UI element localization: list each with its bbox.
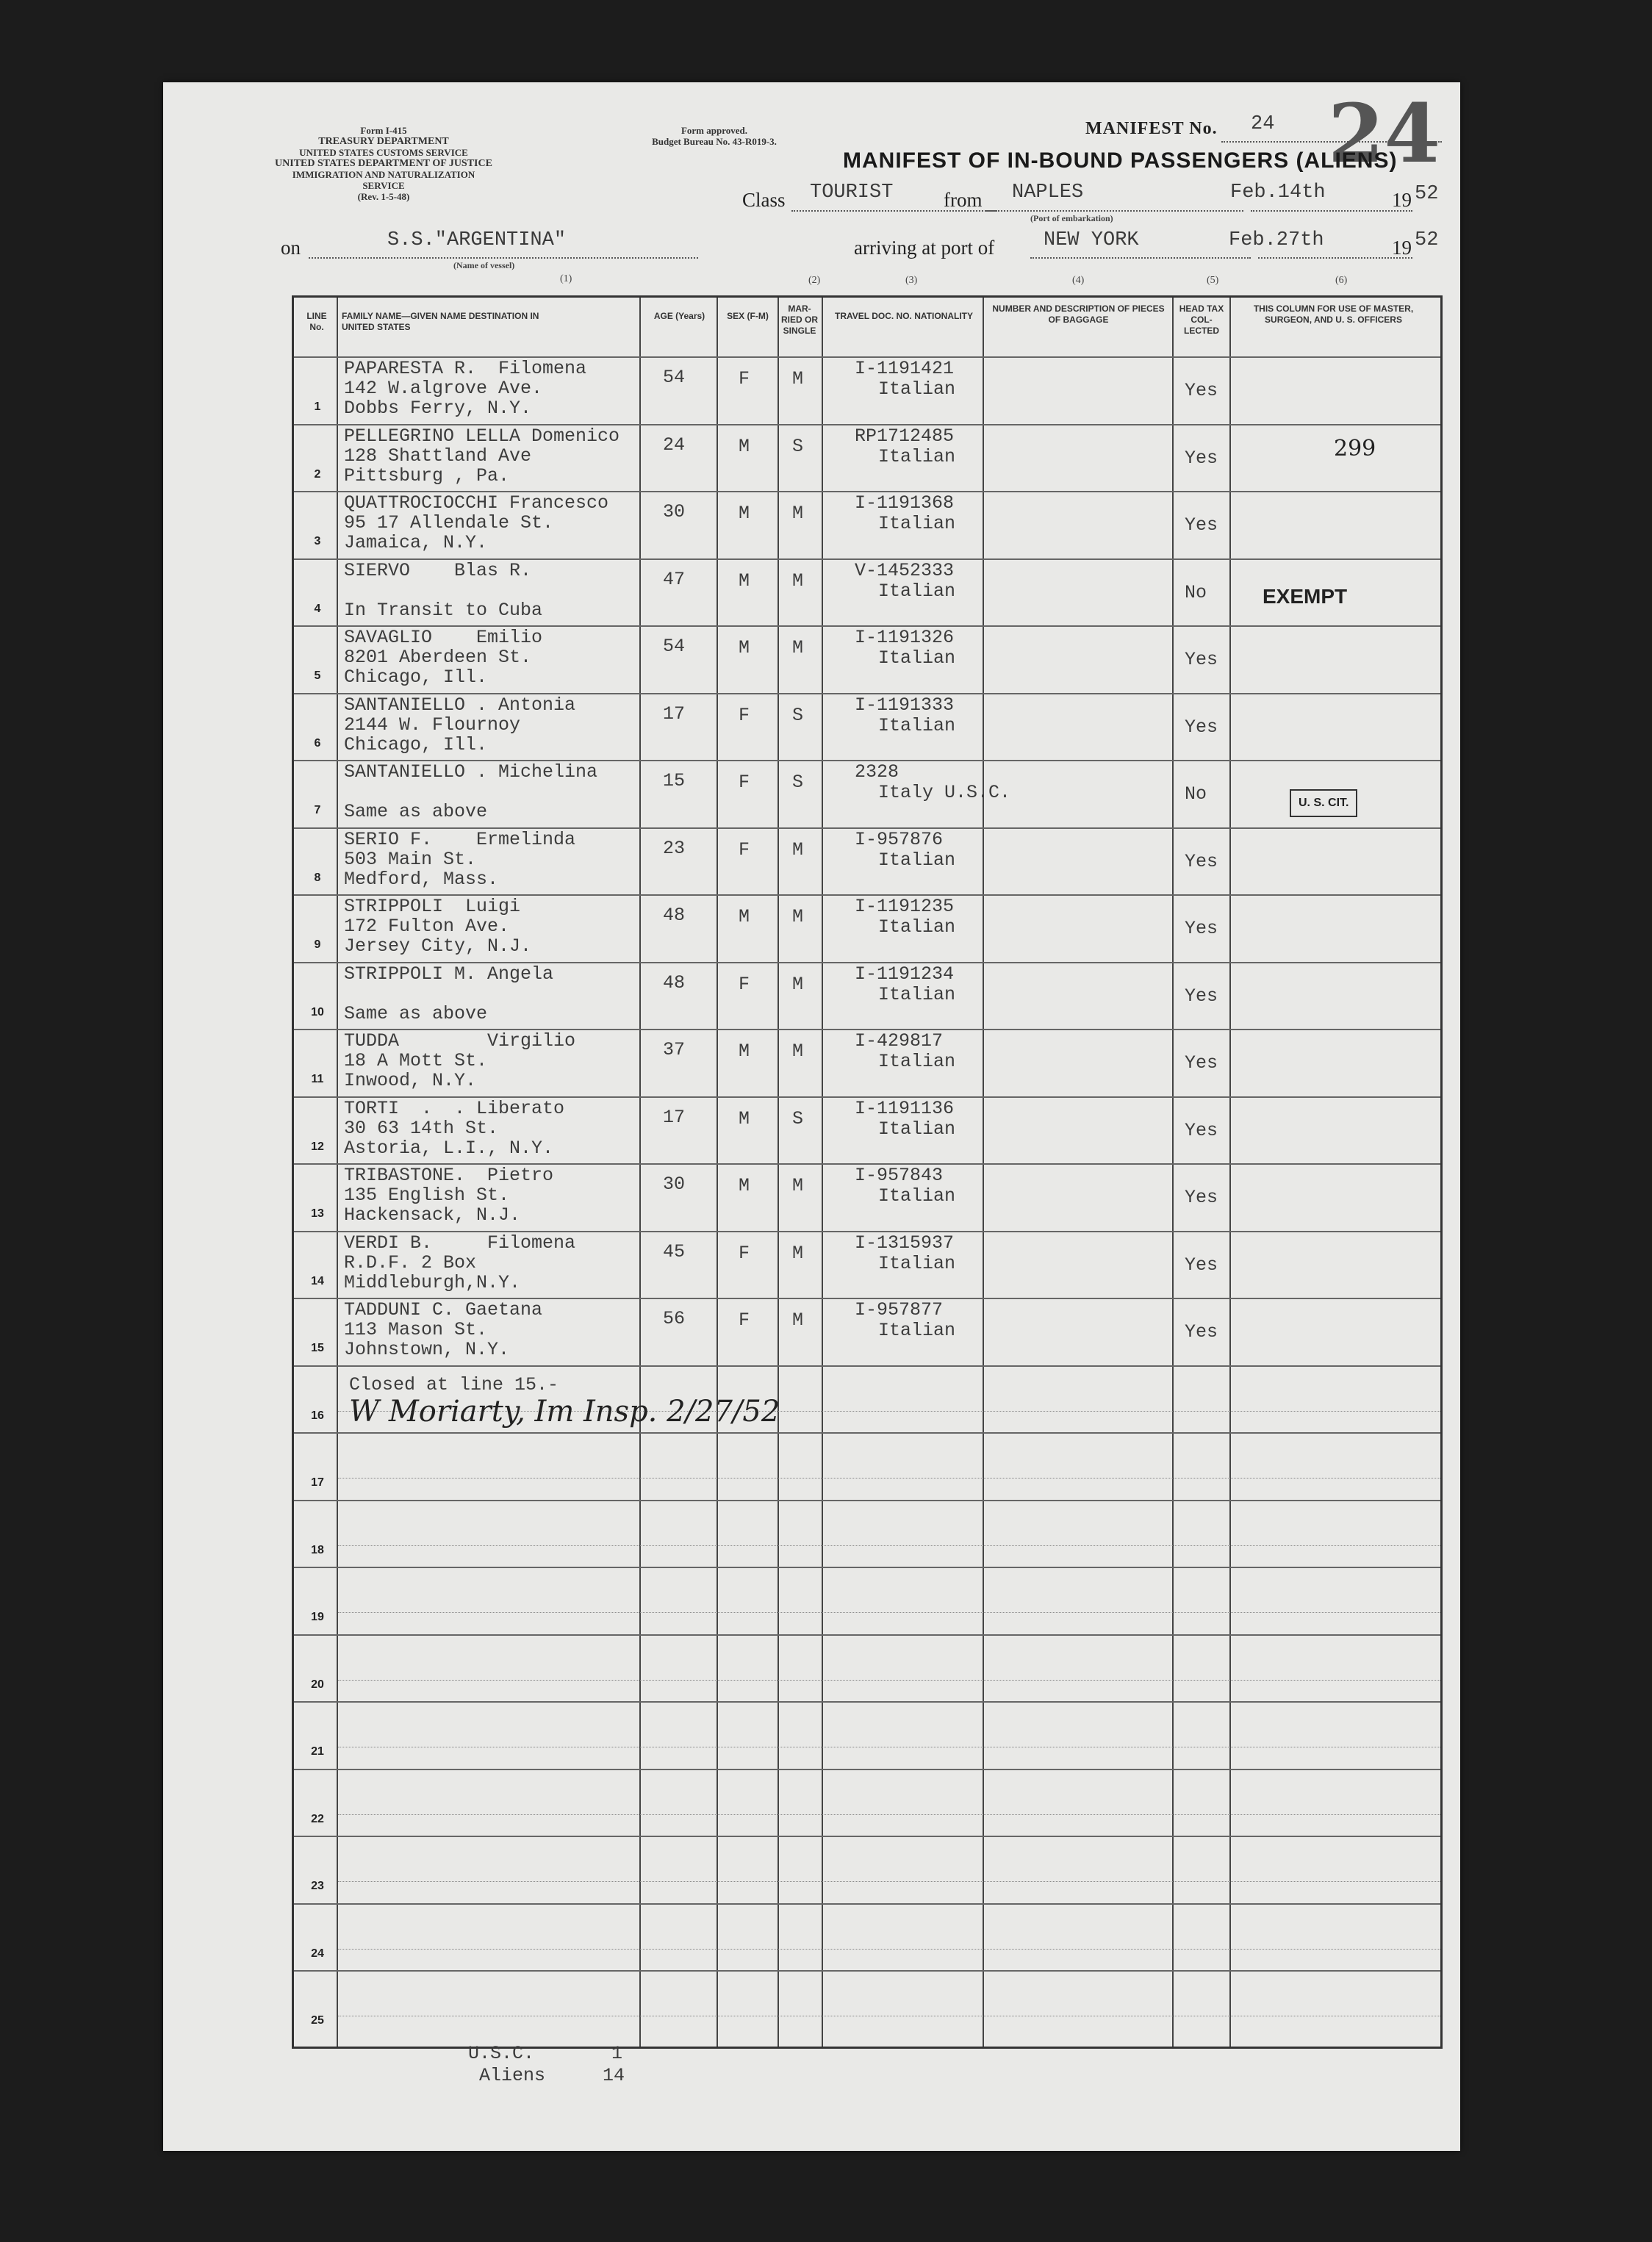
passenger-name: TRIBASTONE. Pietro	[344, 1165, 554, 1186]
passenger-age: 54	[663, 636, 686, 657]
passenger-sex: M	[739, 637, 750, 658]
col-name-destination: FAMILY NAME—GIVEN NAME DESTINATION IN UNITED STATES	[342, 311, 539, 332]
passenger-age: 48	[663, 971, 686, 994]
passenger-name: TUDDA Virgilio	[344, 1030, 576, 1052]
nationality: Italian	[878, 1185, 956, 1207]
col-age: AGE (Years)	[653, 311, 705, 321]
passenger-age: 30	[663, 501, 686, 522]
passenger-city: Dobbs Ferry, N.Y.	[344, 398, 532, 419]
passenger-name: PELLEGRINO LELLA Domenico	[344, 425, 620, 447]
row-divider	[294, 1567, 1440, 1568]
line-number: 4	[314, 602, 321, 615]
manifest-no-stamp: 24	[1328, 86, 1441, 181]
passenger-sex: M	[739, 1041, 750, 1062]
passenger-name: VERDI B. Filomena	[344, 1232, 576, 1254]
inspector-signature: W Moriarty, Im Insp. 2/27/52	[349, 1394, 780, 1429]
passenger-address: 128 Shattland Ave	[344, 445, 532, 467]
depart-date: Feb.14th	[1230, 182, 1326, 204]
passenger-city: Astoria, L.I., N.Y.	[344, 1137, 554, 1159]
passenger-name: TADDUNI C. Gaetana	[344, 1299, 543, 1321]
passenger-city: Inwood, N.Y.	[344, 1070, 477, 1091]
class-value: TOURIST	[810, 182, 894, 204]
passenger-sex: F	[739, 368, 750, 389]
passenger-address: R.D.F. 2 Box	[344, 1251, 477, 1273]
nationality: Italian	[878, 983, 956, 1005]
passenger-city: Jamaica, N.Y.	[344, 532, 488, 553]
exempt-annotation: EXEMPT	[1263, 584, 1348, 608]
passenger-marital: M	[792, 1175, 804, 1196]
customs-label: UNITED STATES CUSTOMS SERVICE	[299, 147, 468, 158]
travel-doc-no: I-957876	[855, 828, 944, 850]
dotted-entry-line	[338, 1814, 1440, 1815]
passenger-sex: M	[739, 906, 750, 927]
usc-total: 1	[611, 2043, 623, 2064]
line-number: 23	[311, 1880, 324, 1892]
passenger-marital: M	[792, 838, 804, 860]
embark-caption: (Port of embarkation)	[1030, 213, 1113, 223]
col-num-4: (4)	[1072, 275, 1085, 286]
passenger-address: 8201 Aberdeen St.	[344, 647, 532, 668]
passenger-sex: F	[739, 704, 750, 726]
passenger-city: Same as above	[344, 1002, 488, 1024]
passenger-city: In Transit to Cuba	[344, 599, 543, 621]
row-divider	[294, 1701, 1440, 1703]
row-divider	[294, 1769, 1440, 1770]
travel-doc-no: I-1191136	[855, 1097, 955, 1119]
passenger-sex: M	[739, 570, 750, 592]
line-number: 16	[311, 1409, 324, 1422]
passenger-name: SIERVO Blas R.	[344, 559, 532, 581]
passenger-name: PAPARESTA R. Filomena	[344, 358, 587, 379]
from-line	[986, 210, 1243, 212]
passenger-marital: M	[792, 368, 804, 389]
line-number: 15	[311, 1342, 324, 1354]
passenger-sex: F	[739, 1309, 750, 1331]
head-tax: Yes	[1185, 716, 1218, 738]
travel-doc-no: 2328	[855, 761, 899, 783]
line-number: 6	[314, 736, 321, 750]
nationality: Italian	[878, 849, 956, 871]
on-label: on	[281, 237, 301, 259]
col-num-6: (6)	[1335, 275, 1348, 286]
dotted-entry-line	[338, 1612, 1440, 1613]
passenger-sex: F	[739, 838, 750, 860]
arrival-date: Feb.27th	[1229, 229, 1324, 251]
passenger-city: Chicago, Ill.	[344, 733, 488, 755]
passenger-address: 172 Fulton Ave.	[344, 916, 510, 937]
passenger-age: 15	[663, 770, 686, 791]
nationality: Italian	[878, 378, 956, 400]
from-label: from	[944, 189, 983, 211]
arrival-year: 52	[1415, 229, 1439, 251]
passenger-city: Middleburgh,N.Y.	[344, 1271, 521, 1293]
dotted-entry-line	[338, 1680, 1440, 1681]
row-divider	[294, 1836, 1440, 1837]
head-tax: Yes	[1185, 514, 1218, 536]
dotted-entry-line	[338, 1545, 1440, 1546]
passenger-sex: M	[739, 1175, 750, 1196]
nationality: Italian	[878, 647, 956, 669]
passenger-city: Jersey City, N.J.	[344, 935, 532, 957]
aliens-total: 14	[603, 2065, 625, 2086]
passenger-marital: M	[792, 1041, 804, 1062]
nationality: Italian	[878, 1118, 956, 1140]
line-number: 24	[311, 1947, 324, 1960]
passenger-name: SANTANIELLO . Antonia	[344, 694, 576, 716]
passenger-address: 135 English St.	[344, 1185, 510, 1206]
passenger-marital: M	[792, 1242, 804, 1264]
nationality: Italian	[878, 513, 956, 534]
usc-total-label: U.S.C.	[468, 2043, 535, 2064]
col-married-single: MAR- RIED OR SINGLE	[780, 303, 818, 336]
passenger-age: 47	[663, 568, 686, 590]
passenger-marital: M	[792, 1309, 804, 1331]
arriving-label: arriving at port of	[854, 237, 995, 259]
vessel-line	[309, 257, 698, 259]
passenger-age: 30	[663, 1174, 686, 1195]
manifest-no-label: MANIFEST No.	[1085, 119, 1218, 138]
travel-doc-no: I-1191421	[855, 358, 955, 379]
line-number: 18	[311, 1543, 324, 1556]
manifest-no-value: 24	[1251, 113, 1275, 135]
passenger-marital: M	[792, 973, 804, 995]
head-tax: Yes	[1185, 1321, 1218, 1343]
form-number: Form I-415	[360, 125, 407, 136]
line-number: 8	[314, 871, 321, 884]
nationality: Italian	[878, 580, 956, 602]
travel-doc-no: I-429817	[855, 1030, 944, 1052]
passenger-name: SAVAGLIO Emilio	[344, 627, 543, 648]
passenger-city: Same as above	[344, 801, 488, 822]
officer-annotation: 299	[1334, 435, 1376, 461]
arrival-year-prefix: 19	[1392, 237, 1412, 259]
nationality: Italy U.S.C.	[878, 782, 1011, 803]
line-number: 11	[311, 1073, 324, 1085]
travel-doc-no: I-1191333	[855, 694, 955, 716]
vessel-caption: (Name of vessel)	[453, 260, 515, 270]
line-number: 9	[314, 938, 321, 951]
row-divider	[294, 1500, 1440, 1501]
head-tax: Yes	[1185, 1052, 1218, 1074]
passenger-marital: S	[792, 1107, 804, 1129]
nationality: Italian	[878, 1320, 956, 1341]
depart-date-line	[1251, 210, 1412, 212]
passenger-name: STRIPPOLI Luigi	[344, 896, 521, 917]
passenger-name: TORTI . . Liberato	[344, 1097, 565, 1119]
travel-doc-no: I-957843	[855, 1165, 944, 1186]
passenger-age: 37	[663, 1039, 686, 1060]
justice-label: UNITED STATES DEPARTMENT OF JUSTICE	[275, 158, 492, 169]
from-value: NAPLES	[1012, 182, 1084, 204]
head-tax: Yes	[1185, 447, 1218, 469]
nationality: Italian	[878, 916, 956, 938]
passenger-address: 113 Mason St.	[344, 1319, 488, 1340]
depart-year-prefix: 19	[1392, 189, 1412, 211]
row-divider	[294, 1634, 1440, 1636]
head-tax: Yes	[1185, 1254, 1218, 1276]
passenger-sex: F	[739, 973, 750, 995]
class-label: Class	[742, 189, 786, 211]
nationality: Italian	[878, 714, 956, 736]
line-number: 2	[314, 467, 321, 481]
manifest-page	[163, 82, 1460, 2151]
travel-doc-no: I-1191368	[855, 492, 955, 514]
passenger-name: STRIPPOLI M. Angela	[344, 963, 554, 985]
passenger-sex: M	[739, 435, 750, 457]
budget-approval: Form approved. Budget Bureau No. 43-R019-3.	[652, 125, 777, 147]
passenger-age: 56	[663, 1308, 686, 1329]
col-num-5: (5)	[1207, 275, 1219, 286]
col-sex: SEX (F-M)	[727, 311, 769, 321]
passenger-sex: M	[739, 503, 750, 524]
line-number: 14	[311, 1274, 324, 1287]
head-tax: Yes	[1185, 850, 1218, 872]
passenger-city: Chicago, Ill.	[344, 667, 488, 688]
us-citizen-stamp: U. S. CIT.	[1290, 789, 1357, 817]
head-tax: Yes	[1185, 1187, 1218, 1208]
passenger-name: SERIO F. Ermelinda	[344, 828, 576, 850]
passenger-address: 2144 W. Flournoy	[344, 714, 521, 736]
ins-label: IMMIGRATION AND NATURALIZATION SERVICE	[292, 169, 475, 191]
head-tax: Yes	[1185, 985, 1218, 1007]
line-number: 19	[311, 1611, 324, 1623]
arrival-date-line	[1258, 257, 1412, 259]
head-tax: Yes	[1185, 380, 1218, 401]
passenger-marital: S	[792, 435, 804, 457]
line-number: 22	[311, 1812, 324, 1825]
col-baggage: NUMBER AND DESCRIPTION OF PIECES OF BAGGAGE	[992, 303, 1165, 325]
line-number: 12	[311, 1140, 324, 1153]
col-num-2: (2)	[808, 275, 821, 286]
passenger-age: 17	[663, 1106, 686, 1128]
manifest-title: MANIFEST OF IN-BOUND PASSENGERS (ALIENS)	[843, 148, 1398, 173]
col-officers: THIS COLUMN FOR USE OF MASTER, SURGEON, AND U. S. OFFICERS	[1253, 303, 1414, 325]
passenger-marital: M	[792, 503, 804, 524]
revision-label: (Rev. 1-5-48)	[357, 191, 410, 202]
passenger-address: 142 W.algrove Ave.	[344, 378, 543, 399]
line-number: 3	[314, 535, 321, 547]
passenger-sex: F	[739, 772, 750, 793]
passenger-age: 23	[663, 837, 686, 859]
col-num-3: (3)	[905, 275, 918, 286]
arrival-port-line	[1030, 257, 1251, 259]
passenger-address: 95 17 Allendale St.	[344, 512, 554, 533]
passenger-sex: F	[739, 1242, 750, 1264]
travel-doc-no: RP1712485	[855, 425, 955, 447]
vessel-name: S.S."ARGENTINA"	[387, 229, 567, 251]
col-head-tax: HEAD TAX COL- LECTED	[1179, 303, 1224, 336]
passenger-name: SANTANIELLO . Michelina	[344, 761, 598, 783]
travel-doc-no: V-1452333	[855, 559, 955, 581]
passenger-address: 503 Main St.	[344, 848, 477, 870]
line-number: 13	[311, 1207, 324, 1220]
line-number: 7	[314, 804, 321, 816]
passenger-marital: M	[792, 570, 804, 592]
travel-doc-no: I-1315937	[855, 1232, 955, 1254]
col-num-1-top: (1)	[560, 273, 572, 284]
line-number: 20	[311, 1678, 324, 1691]
line-number: 10	[311, 1005, 324, 1018]
nationality: Italian	[878, 445, 956, 467]
passenger-table	[292, 295, 1443, 2049]
col-travel-doc: TRAVEL DOC. NO. NATIONALITY	[835, 311, 973, 321]
line-number: 25	[311, 2014, 324, 2027]
dotted-entry-line	[338, 1949, 1440, 1950]
passenger-age: 54	[663, 367, 686, 388]
head-tax: No	[1185, 783, 1207, 805]
passenger-age: 17	[663, 703, 686, 725]
passenger-age: 45	[663, 1240, 686, 1262]
row-divider	[294, 1365, 1440, 1367]
travel-doc-no: I-1191234	[855, 963, 955, 985]
passenger-age: 24	[663, 434, 686, 456]
passenger-address: 18 A Mott St.	[344, 1050, 488, 1071]
col-line-no: LINE No.	[306, 311, 327, 332]
passenger-marital: S	[792, 772, 804, 793]
line-number: 17	[311, 1476, 324, 1489]
head-tax: Yes	[1185, 1119, 1218, 1141]
passenger-sex: M	[739, 1107, 750, 1129]
passenger-address: 30 63 14th St.	[344, 1117, 499, 1139]
head-tax: Yes	[1185, 918, 1218, 939]
passenger-city: Hackensack, N.J.	[344, 1204, 521, 1226]
line-number: 5	[314, 669, 321, 682]
depart-year: 52	[1415, 183, 1439, 205]
travel-doc-no: I-957877	[855, 1299, 944, 1321]
travel-doc-no: I-1191326	[855, 627, 955, 648]
nationality: Italian	[878, 1051, 956, 1072]
arrival-port: NEW YORK	[1044, 229, 1139, 251]
nationality: Italian	[878, 1252, 956, 1274]
aliens-total-label: Aliens	[479, 2065, 546, 2086]
row-divider	[294, 1903, 1440, 1905]
line-number: 21	[311, 1745, 324, 1758]
passenger-name: QUATTROCIOCCHI Francesco	[344, 492, 609, 514]
passenger-city: Medford, Mass.	[344, 868, 499, 890]
treasury-label: TREASURY DEPARTMENT	[318, 136, 449, 147]
passenger-city: Pittsburg , Pa.	[344, 464, 510, 486]
row-divider	[294, 1432, 1440, 1434]
form-agency-block	[273, 125, 494, 202]
dotted-entry-line	[338, 1478, 1440, 1479]
head-tax: No	[1185, 581, 1207, 603]
line-number: 1	[314, 400, 321, 413]
passenger-age: 48	[663, 905, 686, 926]
closed-at-line: Closed at line 15.-	[349, 1373, 559, 1395]
dotted-entry-line	[338, 1881, 1440, 1882]
passenger-marital: M	[792, 906, 804, 927]
passenger-marital: S	[792, 704, 804, 726]
travel-doc-no: I-1191235	[855, 896, 955, 917]
head-tax: Yes	[1185, 649, 1218, 670]
row-divider	[294, 1970, 1440, 1972]
passenger-city: Johnstown, N.Y.	[344, 1339, 510, 1360]
passenger-marital: M	[792, 637, 804, 658]
